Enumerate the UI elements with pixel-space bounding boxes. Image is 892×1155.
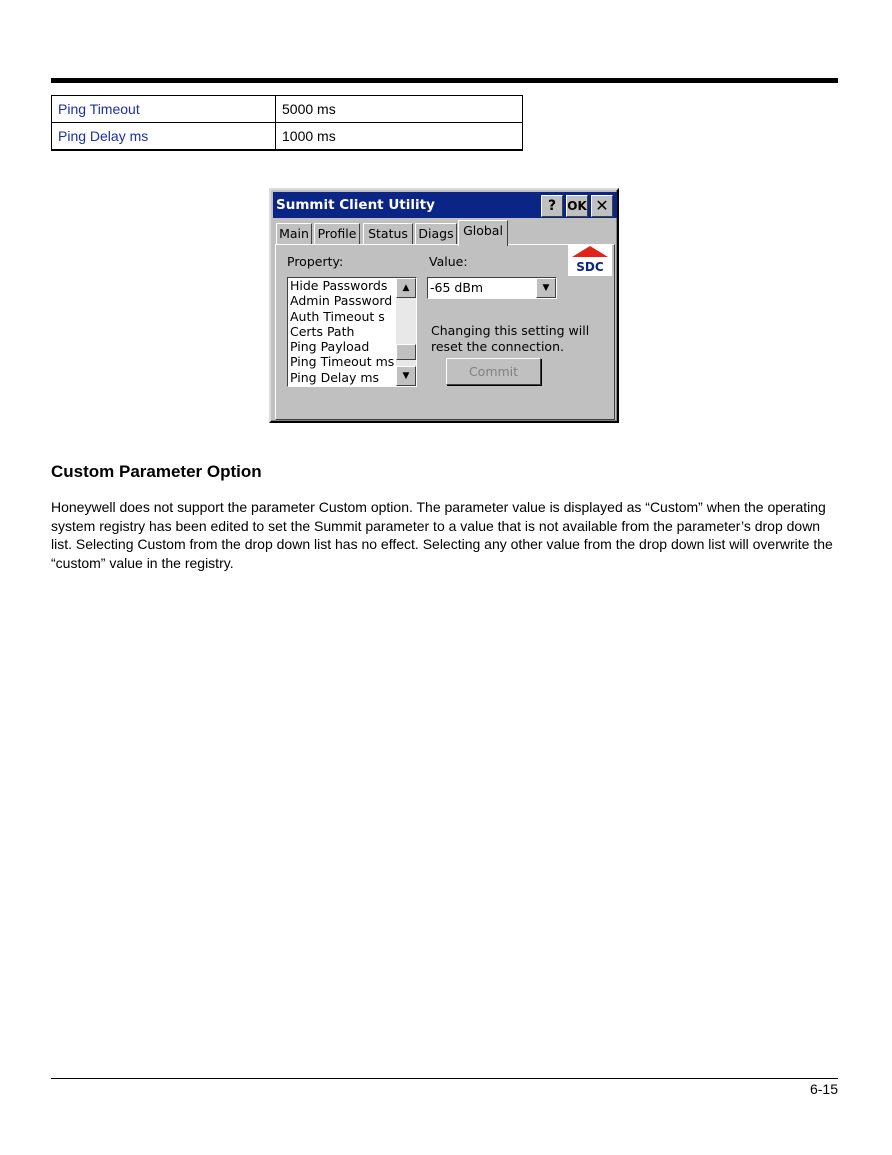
tab-main[interactable]: Main: [276, 223, 312, 245]
help-button[interactable]: ?: [541, 195, 563, 217]
sdc-logo: [568, 244, 612, 276]
list-item[interactable]: Hide Passwords: [290, 278, 388, 293]
sdc-logo-icon: [568, 244, 612, 276]
page-number: 6-15: [809, 1081, 838, 1097]
value-selected: -65 dBm: [430, 280, 484, 295]
tab-global[interactable]: Global: [458, 220, 508, 246]
body-paragraph: Honeywell does not support the parameter Custom option. The parameter value is displayed as “Custom” when the operating system registry has been edited to set the Summit parameter to a value that is not available from the parameter’s drop down list. Selecting Custom from the drop down list has no effect. Selecting any other value from the drop down list will overwrite the “custom” value in the registry.: [51, 499, 833, 571]
value-cell: 1000 ms: [276, 123, 523, 150]
value-dropdown[interactable]: [427, 277, 557, 299]
chevron-down-icon[interactable]: ▼: [536, 278, 556, 298]
list-item[interactable]: Admin Password: [290, 293, 393, 309]
table-row: [52, 96, 523, 123]
footer-rule: [51, 1078, 838, 1079]
list-item[interactable]: Ping Delay ms: [290, 369, 380, 385]
list-item[interactable]: Ping Payload: [290, 339, 370, 355]
scroll-up-icon[interactable]: ▲: [396, 278, 416, 298]
list-item[interactable]: Certs Path: [290, 323, 355, 339]
dialog-title: Summit Client Utility: [276, 197, 435, 213]
tab-diags[interactable]: Diags: [415, 223, 457, 245]
ok-button[interactable]: OK: [566, 195, 588, 217]
logo-text: SDC: [576, 260, 604, 274]
property-listbox[interactable]: [287, 277, 417, 387]
value-cell: 5000 ms: [276, 96, 523, 123]
scroll-down-icon[interactable]: ▼: [396, 366, 416, 386]
list-scrollbar[interactable]: [396, 278, 416, 386]
property-cell: Ping Delay ms: [52, 123, 276, 150]
close-button[interactable]: ✕: [591, 195, 613, 217]
dialog-title-bar: [273, 192, 617, 218]
header-rule: [51, 78, 838, 83]
property-cell: Ping Timeout: [52, 96, 276, 123]
reset-note: Changing this setting will reset the connection.: [431, 323, 590, 354]
scroll-thumb[interactable]: [396, 344, 416, 360]
section-heading: Custom Parameter Option: [51, 462, 262, 481]
tab-status[interactable]: Status: [363, 223, 413, 245]
table-row: [52, 123, 523, 150]
commit-button[interactable]: Commit: [446, 358, 541, 385]
value-label: Value:: [429, 254, 468, 269]
list-item[interactable]: Auth Timeout s: [290, 308, 385, 324]
property-label: Property:: [287, 254, 344, 269]
list-item[interactable]: Ping Timeout ms: [290, 354, 395, 370]
summit-client-utility-screenshot: [269, 188, 619, 423]
tab-profile[interactable]: Profile: [314, 223, 360, 245]
parameter-table: [51, 95, 523, 151]
